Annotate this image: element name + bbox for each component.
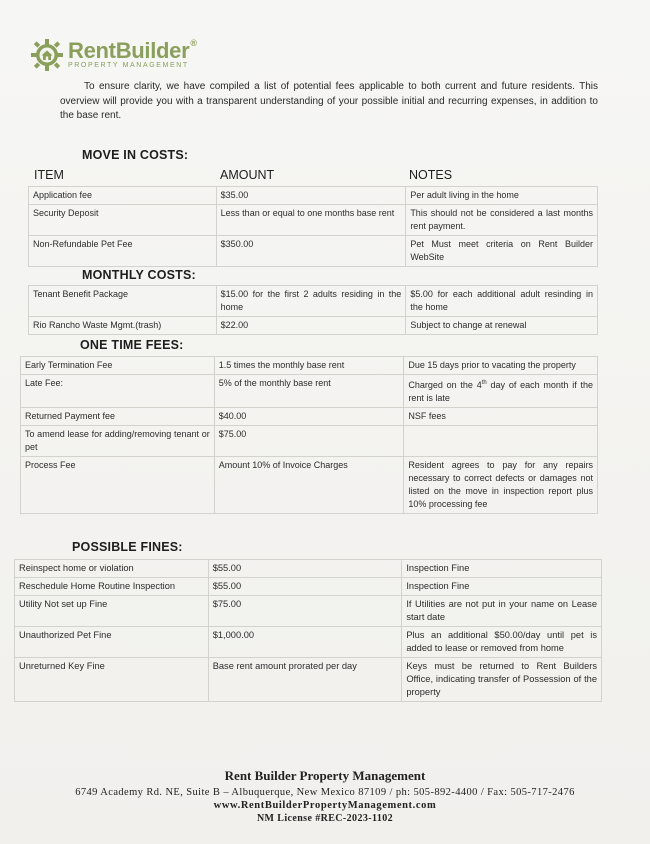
notes-cell: Charged on the 4th day of each month if the rent is late — [404, 375, 598, 408]
house-gear-icon — [30, 38, 64, 72]
item-cell: Reschedule Home Routine Inspection — [15, 578, 209, 596]
amount-cell: 5% of the monthly base rent — [214, 375, 404, 408]
footer-license: NM License #REC-2023-1102 — [256, 813, 394, 824]
amount-cell: $40.00 — [214, 408, 404, 426]
table-row — [15, 578, 602, 596]
item-cell: Process Fee — [21, 457, 215, 514]
table-row — [29, 205, 598, 236]
move-in-costs-heading: MOVE IN COSTS: — [82, 148, 189, 162]
item-cell: Application fee — [29, 187, 217, 205]
footer-company-name: Rent Builder Property Management — [224, 768, 426, 783]
notes-cell: Resident agrees to pay for any repairs necessary to correct defects or damages not listed on the move in inspection report plus 10% processing fee — [404, 457, 598, 514]
footer-website: www.RentBuilderPropertyManagement.com — [213, 800, 437, 811]
table-row — [15, 658, 602, 702]
notes-cell: NSF fees — [404, 408, 598, 426]
amount-cell: $350.00 — [216, 236, 406, 267]
item-cell: Late Fee: — [21, 375, 215, 408]
item-cell: Returned Payment fee — [21, 408, 215, 426]
table-row — [21, 375, 598, 408]
amount-cell: $55.00 — [208, 578, 402, 596]
item-cell: Unauthorized Pet Fine — [15, 627, 209, 658]
move-in-table — [28, 186, 598, 267]
item-cell: Unreturned Key Fine — [15, 658, 209, 702]
amount-cell: Base rent amount prorated per day — [208, 658, 402, 702]
table-row — [29, 187, 598, 205]
amount-cell: $55.00 — [208, 560, 402, 578]
item-cell: Rio Rancho Waste Mgmt.(trash) — [29, 317, 217, 335]
notes-cell: Pet Must meet criteria on Rent Builder WebSite — [406, 236, 598, 267]
amount-cell: $22.00 — [216, 317, 406, 335]
notes-cell: This should not be considered a last months rent payment. — [406, 205, 598, 236]
notes-cell: Due 15 days prior to vacating the property — [404, 357, 598, 375]
item-cell: Utility Not set up Fine — [15, 596, 209, 627]
notes-cell: Per adult living in the home — [406, 187, 598, 205]
item-cell: Security Deposit — [29, 205, 217, 236]
item-cell: Reinspect home or violation — [15, 560, 209, 578]
notes-cell — [404, 426, 598, 457]
company-logo — [30, 36, 200, 76]
notes-cell: Subject to change at renewal — [406, 317, 598, 335]
notes-cell: If Utilities are not put in your name on Lease start date — [402, 596, 602, 627]
amount-cell: $75.00 — [214, 426, 404, 457]
notes-column-header: NOTES — [409, 168, 453, 182]
item-cell: Early Termination Fee — [21, 357, 215, 375]
table-row — [29, 286, 598, 317]
fines-table — [14, 559, 602, 702]
amount-cell: $15.00 for the first 2 adults residing in the home — [216, 286, 406, 317]
table-row — [21, 408, 598, 426]
amount-cell: 1.5 times the monthly base rent — [214, 357, 404, 375]
table-row — [29, 236, 598, 267]
possible-fines-heading: POSSIBLE FINES: — [72, 540, 183, 554]
table-row — [21, 426, 598, 457]
amount-cell: Amount 10% of Invoice Charges — [214, 457, 404, 514]
table-row — [15, 560, 602, 578]
table-row — [21, 457, 598, 514]
item-cell: Non-Refundable Pet Fee — [29, 236, 217, 267]
table-row — [21, 357, 598, 375]
notes-cell: Inspection Fine — [402, 560, 602, 578]
amount-column-header: AMOUNT — [220, 168, 275, 182]
notes-cell: $5.00 for each additional adult resinding in the home — [406, 286, 598, 317]
amount-cell: $35.00 — [216, 187, 406, 205]
table-row — [15, 627, 602, 658]
one-time-fees-heading: ONE TIME FEES: — [80, 338, 184, 352]
amount-cell: $1,000.00 — [208, 627, 402, 658]
amount-cell: $75.00 — [208, 596, 402, 627]
notes-cell: Inspection Fine — [402, 578, 602, 596]
one-time-table — [20, 356, 598, 514]
table-row — [15, 596, 602, 627]
amount-cell: Less than or equal to one months base rent — [216, 205, 406, 236]
notes-cell: Keys must be returned to Rent Builders Office, indicating transfer of Possession of the property — [402, 658, 602, 702]
logo-wordmark: RentBuilder — [68, 38, 190, 63]
notes-cell: Plus an additional $50.00/day until pet is added to lease or removed from home — [402, 627, 602, 658]
footer-address: 6749 Academy Rd. NE, Suite B – Albuquerque, New Mexico 87109 / ph: 505-892-4400 / Fax: 505-717-2476 — [75, 787, 575, 798]
registered-mark: ® — [190, 38, 197, 48]
item-column-header: ITEM — [34, 168, 64, 182]
item-cell: To amend lease for adding/removing tenant or pet — [21, 426, 215, 457]
monthly-table — [28, 285, 598, 335]
item-cell: Tenant Benefit Package — [29, 286, 217, 317]
table-row — [29, 317, 598, 335]
monthly-costs-heading: MONTHLY COSTS: — [82, 268, 196, 282]
logo-tagline: PROPERTY MANAGEMENT — [68, 62, 189, 69]
intro-paragraph: To ensure clarity, we have compiled a list of potential fees applicable to both current and future residents. This overview will provide you with a transparent understanding of your possible initial and recurring expenses, in addition to the base rent. — [60, 81, 598, 121]
